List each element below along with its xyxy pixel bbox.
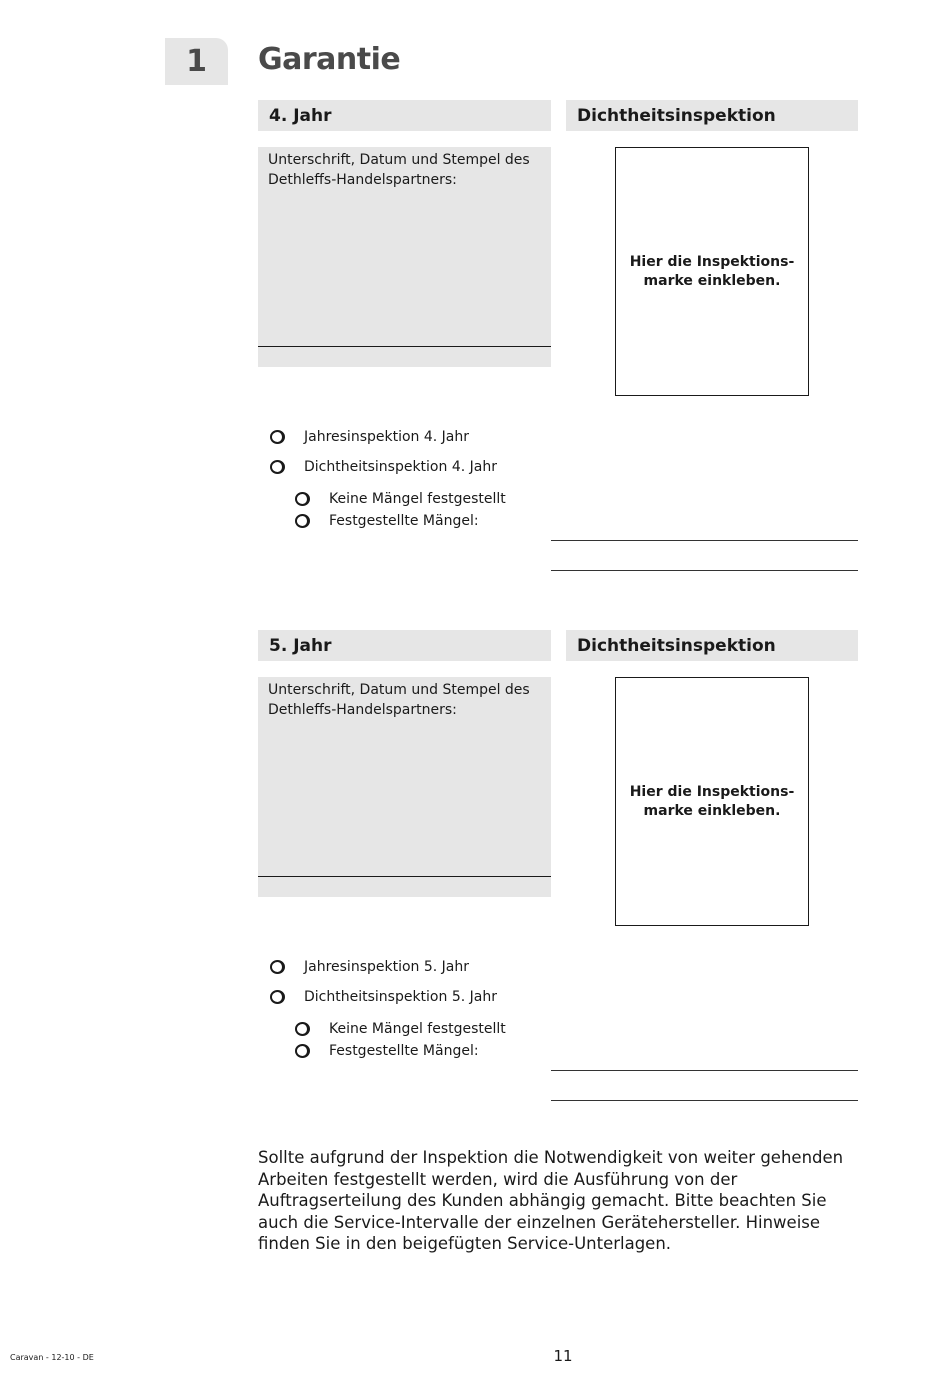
radio-circle-icon[interactable]: [270, 430, 285, 444]
checkbox-defects-found[interactable]: [295, 511, 479, 531]
radio-circle-icon[interactable]: [295, 492, 310, 506]
defects-write-line[interactable]: [551, 540, 858, 541]
checkbox-no-defects[interactable]: [295, 489, 506, 509]
sticker-instruction-text: Hier die Inspektions- marke einkleben.: [629, 783, 795, 819]
inspection-sticker-box: [615, 147, 809, 396]
sticker-instruction: [627, 783, 797, 821]
defects-write-line[interactable]: [551, 1070, 858, 1071]
defects-write-line[interactable]: [551, 570, 858, 571]
radio-circle-icon[interactable]: [295, 514, 310, 528]
checkbox-label: Jahresinspektion 5. Jahr: [304, 959, 470, 975]
chapter-number-tab: 1: [165, 38, 228, 85]
signature-field[interactable]: [258, 677, 551, 897]
signature-line: [258, 876, 551, 877]
year-heading: 5. Jahr: [258, 630, 551, 661]
signature-line: [258, 346, 551, 347]
radio-circle-icon[interactable]: [295, 1044, 310, 1058]
tightness-inspection-heading: Dichtheitsinspektion: [566, 630, 858, 661]
year-heading: 4. Jahr: [258, 100, 551, 131]
checkbox-label: Keine Mängel festgestellt: [329, 1021, 506, 1037]
checkbox-label: Keine Mängel festgestellt: [329, 491, 506, 507]
page-title: Garantie: [258, 41, 401, 77]
checkbox-label: Jahresinspektion 4. Jahr: [304, 429, 470, 445]
checkbox-label: Dichtheitsinspektion 4. Jahr: [304, 459, 497, 475]
tightness-inspection-heading: Dichtheitsinspektion: [566, 100, 858, 131]
inspection-sticker-box: [615, 677, 809, 926]
checkbox-annual-inspection[interactable]: [270, 427, 469, 447]
radio-circle-icon[interactable]: [270, 960, 285, 974]
radio-circle-icon[interactable]: [270, 990, 285, 1004]
radio-circle-icon[interactable]: [295, 1022, 310, 1036]
checkbox-defects-found[interactable]: [295, 1041, 479, 1061]
defects-write-line[interactable]: [551, 1100, 858, 1101]
checkbox-no-defects[interactable]: [295, 1019, 506, 1039]
signature-label: Unterschrift, Datum und Stempel des Dethleffs-Handelspartners:: [268, 152, 530, 188]
checkbox-tightness-inspection[interactable]: [270, 987, 497, 1007]
radio-circle-icon[interactable]: [270, 460, 285, 474]
inspection-note-paragraph: Sollte aufgrund der Inspektion die Notwendigkeit von weiter gehenden Arbeiten festgestellt werden, wird die Ausführung von der Auftragserteilung des Kunden abhängig gemacht. Bitte beachten Sie auch die Service-Intervalle der einzelnen Gerätehersteller. Hinweise finden Sie in den beigefügten Service-Unterlagen.: [258, 1148, 844, 1253]
checkbox-label: Festgestellte Mängel:: [329, 513, 479, 529]
signature-label: Unterschrift, Datum und Stempel des Dethleffs-Handelspartners:: [268, 682, 530, 718]
inspection-section-year-4: [0, 100, 950, 580]
sticker-instruction-text: Hier die Inspektions- marke einkleben.: [629, 253, 795, 289]
inspection-section-year-5: [0, 630, 950, 1110]
document-code: Caravan - 12-10 - DE: [10, 1353, 94, 1362]
page-number: 11: [553, 1347, 573, 1365]
signature-field[interactable]: [258, 147, 551, 367]
checkbox-tightness-inspection[interactable]: [270, 457, 497, 477]
checkbox-label: Festgestellte Mängel:: [329, 1043, 479, 1059]
checkbox-label: Dichtheitsinspektion 5. Jahr: [304, 989, 497, 1005]
checkbox-annual-inspection[interactable]: [270, 957, 469, 977]
sticker-instruction: [627, 253, 797, 291]
